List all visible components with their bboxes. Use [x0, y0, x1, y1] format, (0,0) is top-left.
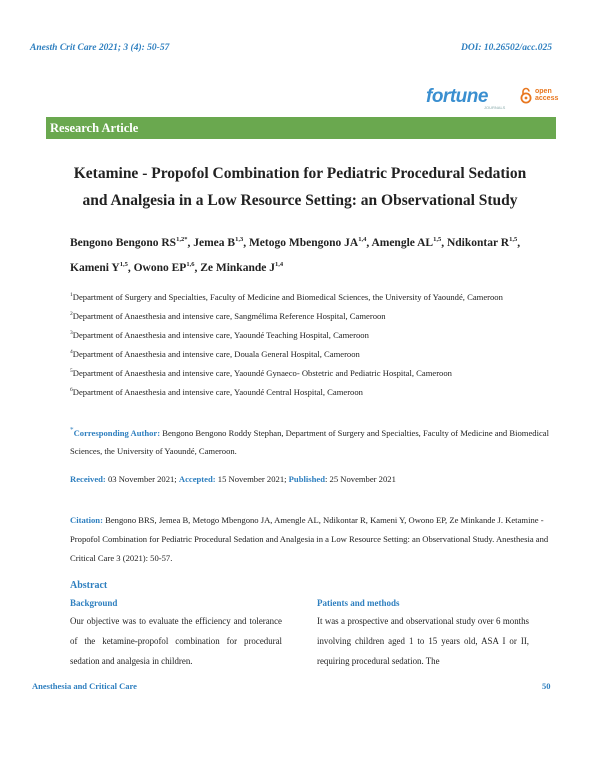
author-list: Bengono Bengono $RS^{1,2*}$, Jemea B$^{1,3}$, Metogo Mbengono JA$^{1,4}$, Amengle AL$^{1,5}$, Ndikontar R$^{1,5}$, Kameni Y$^{1,5}$, Owono EP$^{1,6}$, Ze Minkande J$^{1,4}$	[70, 236, 521, 274]
title-line-2: and Analgesia in a Low Resource Setting: an Observational Study	[82, 192, 518, 209]
methods-text: It was a prospective and observational study over 6 months involving children aged 1 to 15 years old, ASA I or II, requiring procedural sedation. The	[317, 616, 529, 666]
publication-dates: Received: 03 November 2021; Accepted: 15 November 2021; Published: 25 November 2021	[70, 474, 396, 484]
author: Ze Minkande J$^{1,4}$	[200, 260, 284, 274]
doi[interactable]: DOI: 10.26502/acc.025	[460, 43, 552, 53]
affiliation: $^1$Department of Surgery and Specialties, Faculty of Medicine and Biomedical Sciences, the University of Yaoundé, Cameroon	[70, 291, 503, 302]
page-number: 50	[542, 681, 551, 691]
corresponding-author: *Corresponding Author: Bengono Bengono Roddy Stephan, Department of Surgery and Specialties, Faculty of Medicine and Biomedical Sciences, the University of Yaoundé, Cameroon.	[70, 426, 549, 456]
author: Amengle AL$^{1,5}$	[371, 236, 442, 249]
author: Bengono Bengono $RS^{1,2*}$	[70, 236, 188, 249]
publisher-logo	[426, 84, 559, 114]
article-type-banner: Research Article	[46, 117, 556, 139]
open-access-icon	[520, 87, 532, 104]
corresponding-author-label: Corresponding Author:	[73, 427, 161, 438]
corresponding-author-text: Bengono Bengono Roddy Stephan, Department of Surgery and Specialties, Faculty of Medicine and Biomedical Sciences, the University of Yaoundé, Cameroon.	[70, 427, 549, 456]
logo-wordmark: fortune	[426, 86, 488, 107]
journal-reference: Anesth Crit Care 2021; 3 (4): 50-57	[30, 43, 170, 53]
affiliation: $^2$Department of Anaesthesia and intensive care, Sangmélima Reference Hospital, Cameroon	[70, 310, 386, 321]
background-text: Our objective was to evaluate the efficiency and tolerance of the ketamine-propofol combination for procedural sedation and analgesia in children.	[70, 616, 282, 666]
affiliation: $^3$Department of Anaesthesia and intensive care, Yaoundé Teaching Hospital, Cameroon	[70, 329, 369, 340]
abstract-heading: Abstract	[70, 580, 108, 591]
author: Owono EP$^{1,6}$	[133, 260, 195, 274]
author: Jemea B$^{1,3}$	[193, 236, 244, 249]
methods-heading: Patients and methods	[317, 598, 400, 608]
citation-text: Bengono BRS, Jemea B, Metogo Mbengono JA, Amengle AL, Ndikontar R, Kameni Y, Owono EP, Ze Minkande J. Ketamine - Propofol Combination for Pediatric Procedural Sedation and Analgesia in a Low Resource Setting: an Observational Study. Anesthesia and Critical Care 3 (2021): 50-57.	[70, 515, 549, 563]
affiliation: $^4$Department of Anaesthesia and intensive care, Douala General Hospital, Cameroon	[70, 349, 360, 360]
article-title	[40, 160, 560, 214]
logo-subtext: JOURNALS	[484, 105, 506, 110]
affiliation-list	[70, 287, 550, 401]
footer-journal: Anesthesia and Critical Care	[32, 681, 137, 691]
background-heading: Background	[70, 598, 118, 608]
open-access-label: open access	[535, 88, 559, 102]
author: Ndikontar R$^{1,5}$	[446, 236, 518, 249]
affiliation: $^5$Department of Anaesthesia and intensive care, Yaoundé Gynaeco- Obstetric and Pediatric Hospital, Cameroon	[70, 368, 452, 379]
author: Kameni Y$^{1,5}$	[70, 260, 128, 274]
citation	[70, 511, 550, 568]
title-line-1: Ketamine - Propofol Combination for Pediatric Procedural Sedation	[73, 165, 527, 182]
affiliation: $^6$Department of Anaesthesia and intensive care, Yaoundé Central Hospital, Cameroon	[70, 387, 363, 398]
citation-label: Citation:	[70, 515, 103, 525]
author: Metogo Mbengono JA$^{1,4}$	[248, 236, 367, 249]
